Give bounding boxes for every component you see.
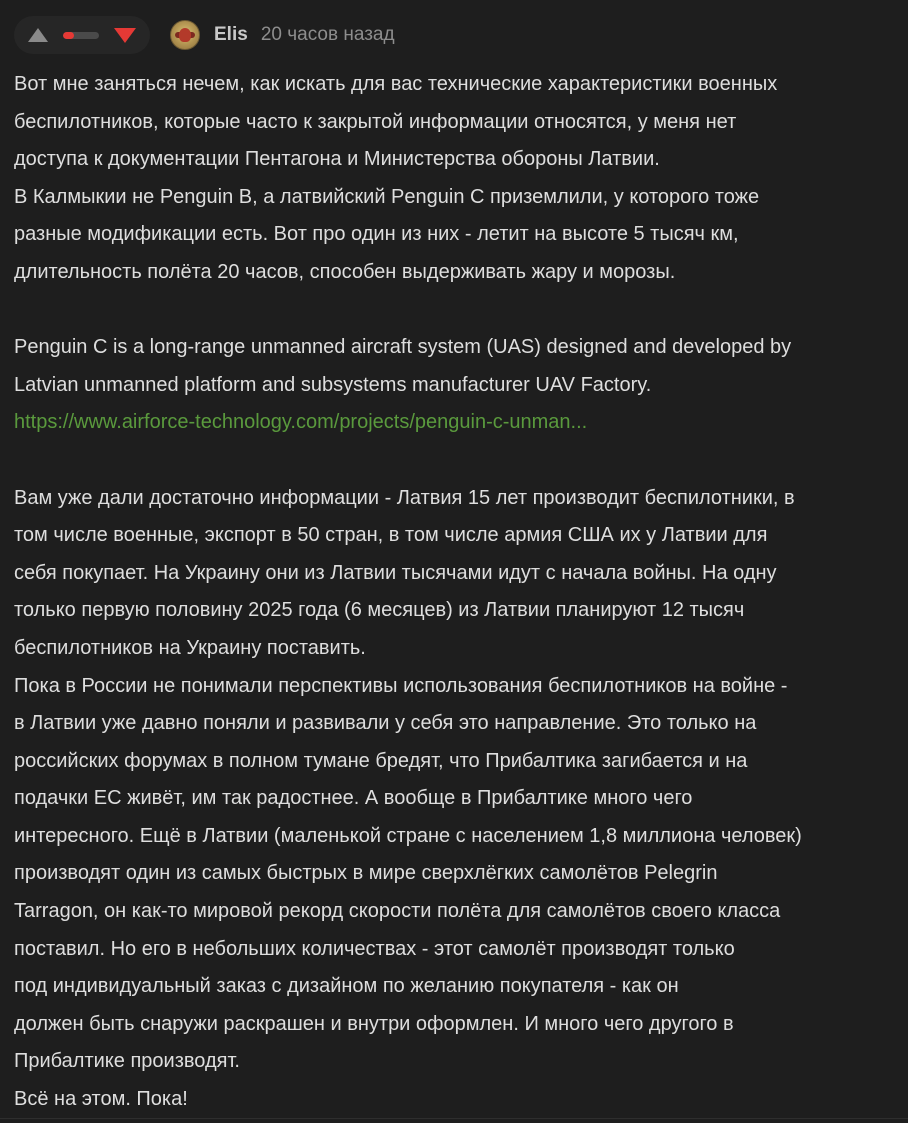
comment-line: Всё на этом. Пока!: [14, 1088, 188, 1111]
comment-line: том числе военные, экспорт в 50 стран, в том числе армия США их у Латвии для: [14, 524, 768, 547]
arrow-down-icon[interactable]: [114, 28, 136, 43]
comment-line: подачки ЕС живёт, им так радостнее. А вообще в Прибалтике много чего: [14, 787, 693, 810]
source-link-line: [14, 404, 898, 442]
source-link[interactable]: https://www.airforce-technology.com/projects/penguin-c-unman...: [14, 411, 588, 434]
comment-line: Вот мне заняться нечем, как искать для вас технические характеристики военных: [14, 73, 778, 95]
comment-line: Penguin C is a long-range unmanned aircraft system (UAS) designed and developed by: [14, 336, 792, 359]
comment-line: в Латвии уже давно поняли и развивали у себя это направление. Это только на: [14, 712, 757, 735]
comment-body: [14, 66, 898, 1119]
comment-line: доступа к документации Пентагона и Министерства обороны Латвии.: [14, 148, 660, 171]
comment-line: беспилотников на Украину поставить.: [14, 636, 366, 659]
comment-line: Пока в России не понимали перспективы использования беспилотников на войне -: [14, 674, 788, 697]
comment-line: поставил. Но его в небольших количествах - этот самолёт производят только: [14, 937, 735, 960]
rating-bar-fill: [63, 32, 74, 39]
comment-line: разные модификации есть. Вот про один из них - летит на высоте 5 тысяч км,: [14, 223, 739, 246]
comment-line: себя покупает. На Украину они из Латвии тысячами идут с начала войны. На одну: [14, 561, 777, 584]
vote-control: [14, 16, 150, 54]
comment-line: В Калмыкии не Penguin B, а латвийский Penguin C приземлили, у которого тоже: [14, 185, 760, 208]
comment-line: Прибалтике производят.: [14, 1050, 240, 1073]
comment-header: [14, 16, 395, 54]
comment-line: Tarragon, он как-то мировой рекорд скорости полёта для самолётов своего класса: [14, 900, 781, 923]
rating-bar: [63, 32, 99, 39]
comment-line: Latvian unmanned platform and subsystems manufacturer UAV Factory.: [14, 373, 652, 396]
paragraph-gap: [14, 442, 898, 480]
comment-paragraphs-bottom: [14, 442, 898, 1119]
comment-line: беспилотников, которые часто к закрытой информации относятся, у меня нет: [14, 110, 737, 133]
comment-timestamp: 20 часов назад: [260, 24, 395, 45]
comment-line: под индивидуальный заказ с дизайном по желанию покупателя - как он: [14, 975, 679, 998]
comment-line: производят один из самых быстрых в мире сверхлёгких самолётов Pelegrin: [14, 862, 718, 885]
comment-line: интересного. Ещё в Латвии (маленькой стране с населением 1,8 миллиона человек): [14, 824, 802, 847]
comment-line: Вам уже дали достаточно информации - Латвия 15 лет производит беспилотники, в: [14, 486, 795, 509]
divider: [0, 1118, 908, 1119]
comment-paragraphs-top: [14, 66, 898, 404]
comment-line: должен быть снаружи раскрашен и внутри оформлен. И много чего другого в: [14, 1012, 734, 1035]
comment-line: длительность полёта 20 часов, способен выдерживать жару и морозы.: [14, 260, 676, 283]
comment-line: только первую половину 2025 года (6 месяцев) из Латвии планируют 12 тысяч: [14, 599, 745, 622]
avatar[interactable]: [170, 20, 200, 50]
paragraph-gap: [14, 292, 898, 330]
avatar-bird: [179, 28, 191, 42]
comment-line: российских форумах в полном тумане бредят, что Прибалтика загибается и на: [14, 749, 748, 772]
arrow-up-icon[interactable]: [28, 28, 48, 42]
author-name[interactable]: Elis: [214, 24, 248, 45]
